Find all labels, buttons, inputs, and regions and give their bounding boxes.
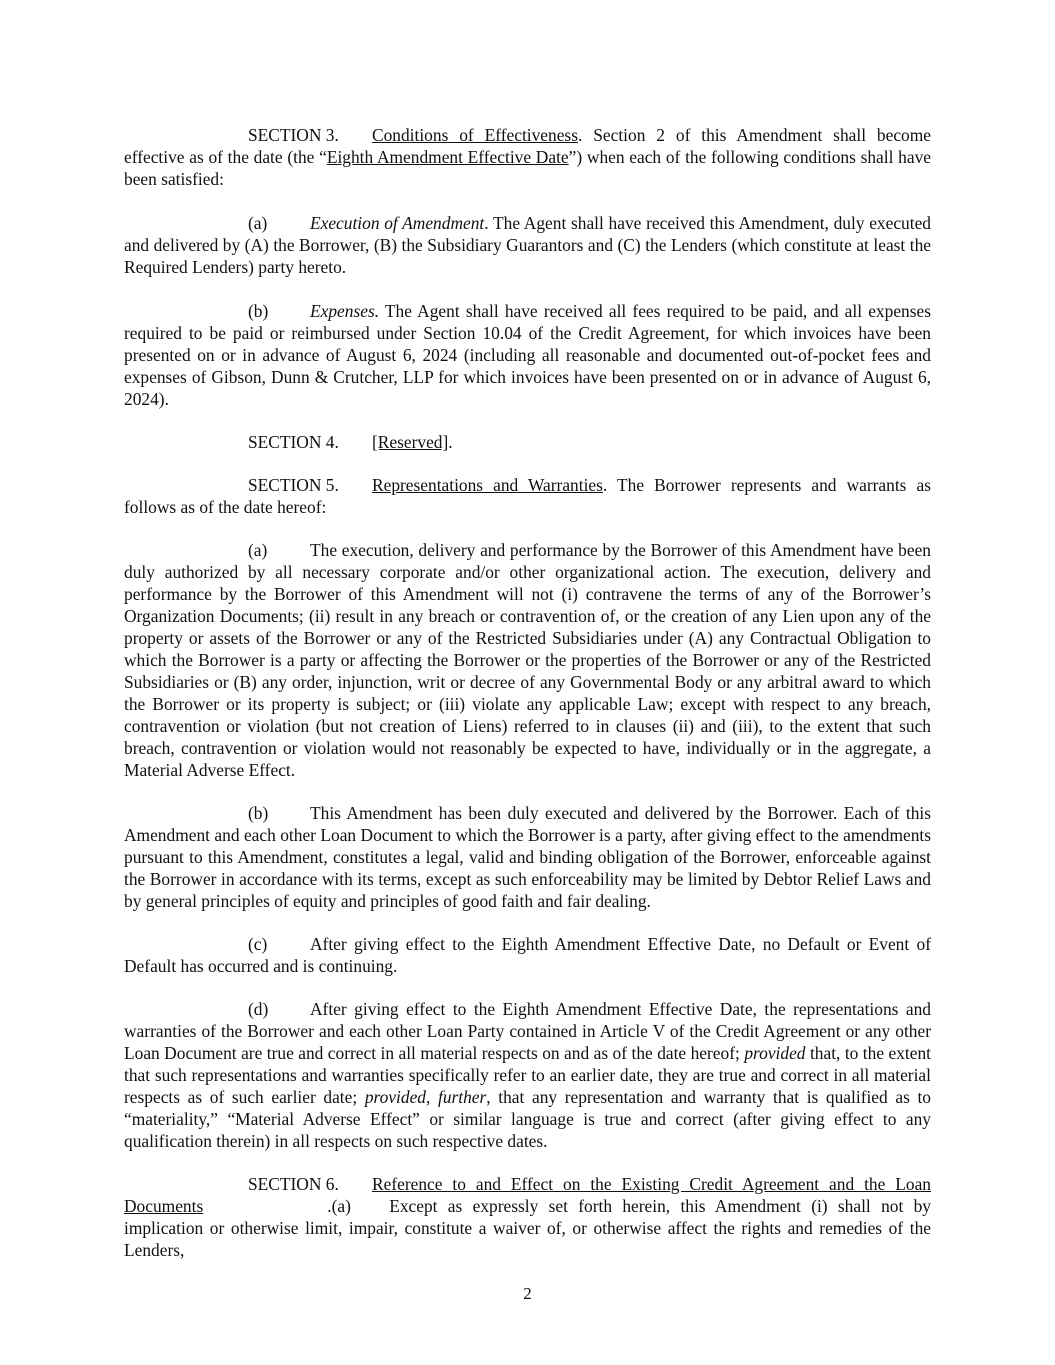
clause-text: The Agent shall have received all fees required to be paid, and all expenses required to be paid or reimbursed under Section 10.04 of the Credit Agreement, for which invoices have been presented on or in advance of August 6, 2024 (including all reasonable and documented out-of-pocket fees and expenses of Gibson, Dunn & Crutcher, LLP for which invoices have been presented on or in advance of August 6, 2024). xyxy=(124,301,931,409)
section-5a-paragraph xyxy=(124,539,931,781)
proviso-term: further xyxy=(437,1087,487,1107)
clause-text: After giving effect to the Eighth Amendment Effective Date, the representations and warranties of the Borrower and each other Loan Party contained in Article V of the Credit Agreement or any other Loan Document are true and correct in all material respects on and as of the date hereof; xyxy=(124,999,931,1063)
section-5d-paragraph xyxy=(124,998,931,1152)
section-6-title: Reference to and Effect on the Existing Credit Agreement and the Loan Documents xyxy=(124,1174,931,1216)
clause-text: , that any representation and warranty that is qualified as to “materiality,” “Material Adverse Effect” or similar language is true and correct (after giving effect to any qualification therein) in all respects on such respective dates. xyxy=(124,1087,931,1151)
clause-number: (c) xyxy=(248,934,268,954)
section-6-paragraph xyxy=(124,1173,931,1261)
section-6-clause-marker: .(a) xyxy=(327,1196,351,1216)
page-number: 2 xyxy=(523,1284,532,1303)
section-5-paragraph xyxy=(124,474,931,518)
clause-number: (b) xyxy=(248,803,269,823)
clause-text: The execution, delivery and performance by the Borrower of this Amendment have been duly authorized by all necessary corporate and/or other organizational action. The execution, delivery and performance by the Borrower of this Amendment will not (i) contravene the terms of any of the Borrower’s Organization Documents; (ii) result in any breach or contravention of, or the creation of any Lien upon any of the property or assets of the Borrower or any of the Restricted Subsidiaries under (A) any Contractual Obligation to which the Borrower is a party or affecting the Borrower or the properties of the Borrower or any of the Restricted Subsidiaries or (B) any order, injunction, writ or decree of any Governmental Body or any arbitral award to which the Borrower or its property is subject; or (iii) violate any applicable Law; except with respect to any breach, contravention or violation (but not creation of Liens) referred to in clauses (ii) and (iii), to the extent that such breach, contravention or violation would not reasonably be expected to have, individually or in the aggregate, a Material Adverse Effect. xyxy=(124,540,931,780)
clause-text: that, to the extent that such representations and warranties specifically refer to an earlier date, they are true and correct in all material respects as of such earlier date; xyxy=(124,1043,931,1107)
section-3-label: SECTION 3. xyxy=(248,125,339,145)
section-3b-paragraph xyxy=(124,300,931,410)
proviso-term: provided xyxy=(364,1087,426,1107)
clause-heading: Expenses. xyxy=(310,301,380,321)
defined-term-effective-date: Eighth Amendment Effective Date xyxy=(326,147,569,167)
section-3a-paragraph xyxy=(124,212,931,278)
section-5b-paragraph xyxy=(124,802,931,912)
clause-heading: Execution of Amendment xyxy=(310,213,485,233)
clause-number: (a) xyxy=(248,540,268,560)
section-3-title: Conditions of Effectiveness xyxy=(372,125,578,145)
proviso-term: provided xyxy=(744,1043,806,1063)
section-6-text: Except as expressly set forth herein, this Amendment (i) shall not by implication or otherwise limit, impair, constitute a waiver of, or otherwise affect the rights and remedies of the Lenders, xyxy=(124,1196,931,1260)
clause-punct: , xyxy=(426,1087,438,1107)
clause-number: (b) xyxy=(248,301,269,321)
section-4-label: SECTION 4. xyxy=(248,432,339,452)
section-5-text: . The Borrower represents and warrants as follows as of the date hereof: xyxy=(124,475,931,517)
clause-number: (a) xyxy=(248,213,268,233)
section-5c-paragraph xyxy=(124,933,931,977)
section-4-tail: . xyxy=(448,432,453,452)
section-3-text-end: ”) when each of the following conditions shall have been satisfied: xyxy=(124,147,931,189)
clause-text: After giving effect to the Eighth Amendment Effective Date, no Default or Event of Default has occurred and is continuing. xyxy=(124,934,931,976)
clause-number: (d) xyxy=(248,999,269,1019)
section-6-label: SECTION 6. xyxy=(248,1174,339,1194)
document-page xyxy=(124,124,931,1261)
section-3-paragraph xyxy=(124,124,931,190)
clause-text: This Amendment has been duly executed and delivered by the Borrower. Each of this Amendment and each other Loan Document to which the Borrower is a party, after giving effect to the amendments pursuant to this Amendment, constitutes a legal, valid and binding obligation of the Borrower, enforceable against the Borrower in accordance with its terms, except as such enforceability may be limited by Debtor Relief Laws and by general principles of equity and principles of good faith and fair dealing. xyxy=(124,803,931,911)
clause-text: . The Agent shall have received this Amendment, duly executed and delivered by (A) the Borrower, (B) the Subsidiary Guarantors and (C) the Lenders (which constitute at least the Required Lenders) party hereto. xyxy=(124,213,931,277)
section-3-text: . Section 2 of this Amendment shall become effective as of the date (the “ xyxy=(124,125,931,167)
section-4-title: [Reserved] xyxy=(372,432,449,452)
section-4-paragraph xyxy=(124,431,931,453)
section-5-label: SECTION 5. xyxy=(248,475,339,495)
section-5-title: Representations and Warranties xyxy=(372,475,603,495)
